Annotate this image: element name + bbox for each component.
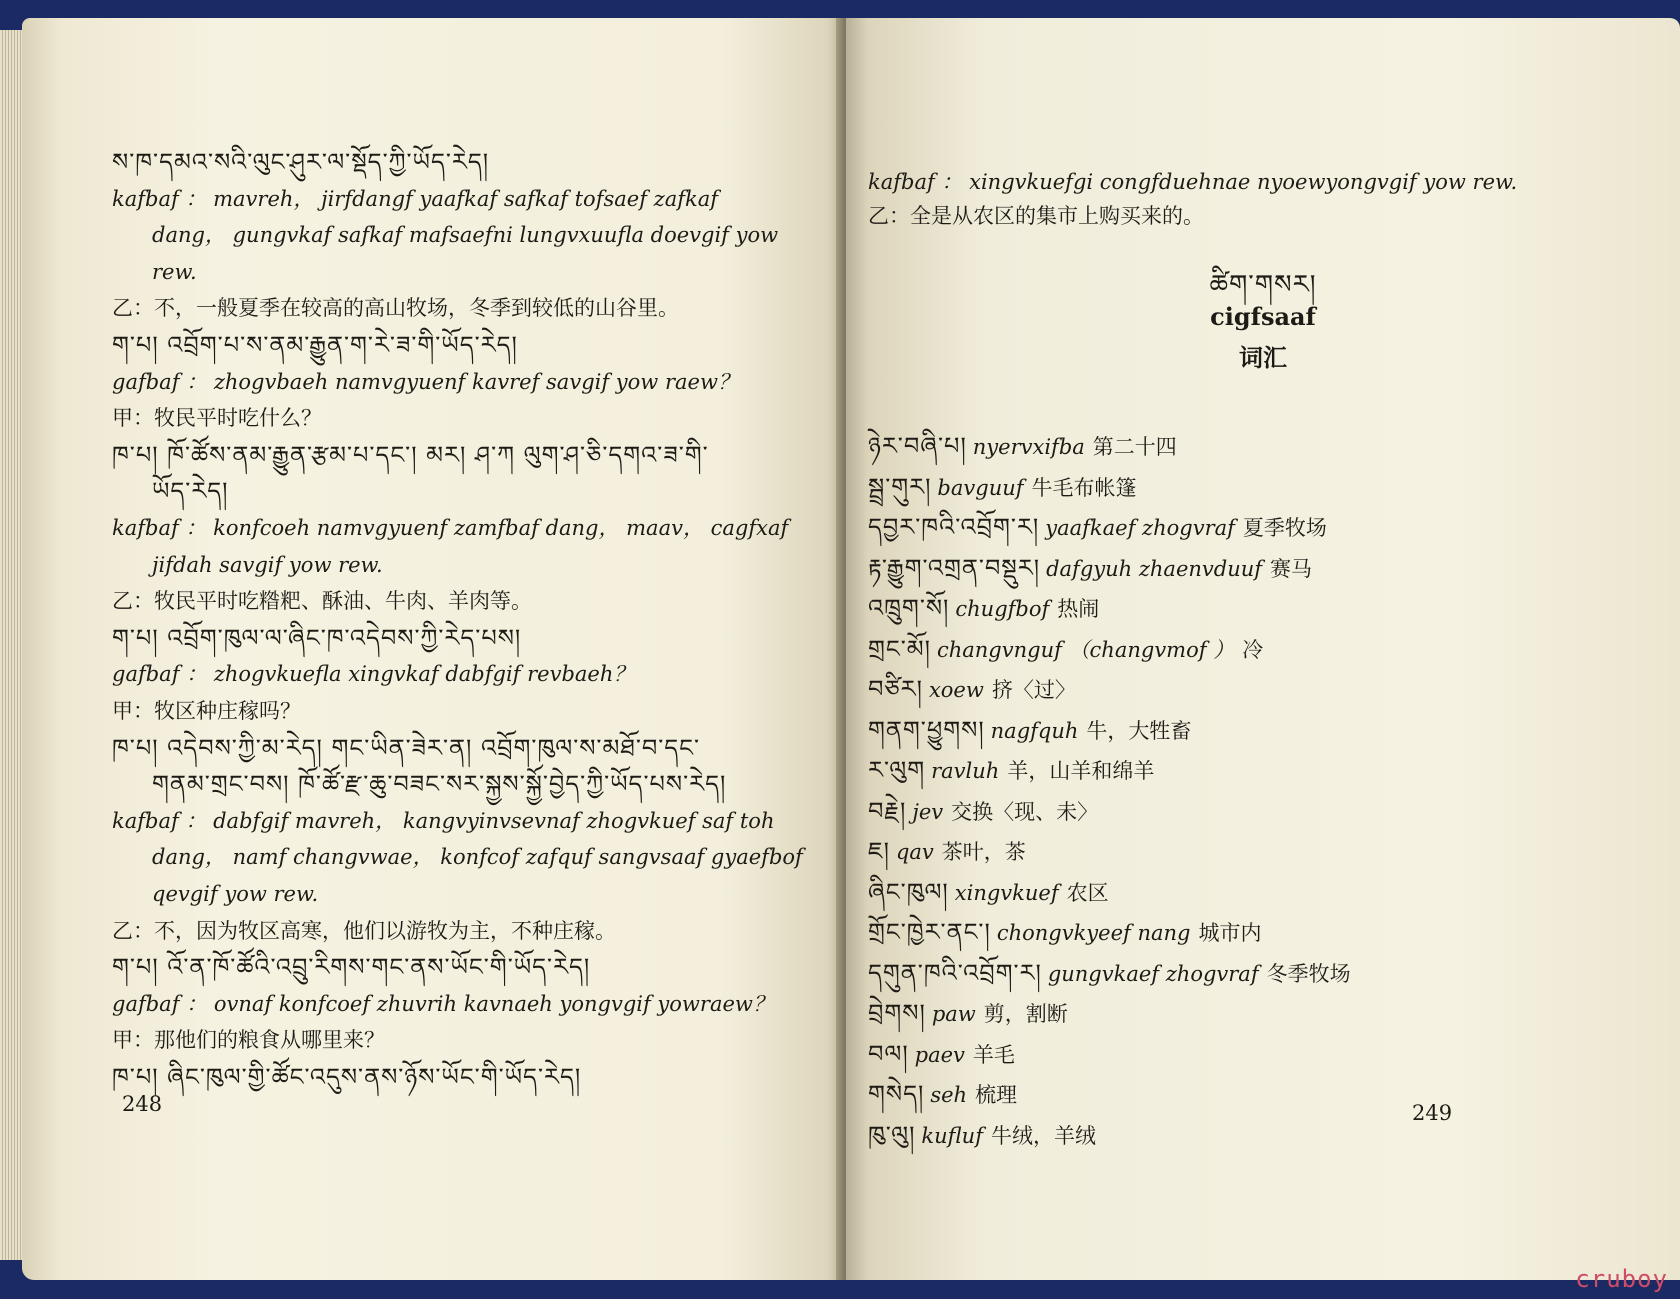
vocab-gloss: 牛毛布帐篷 — [1031, 475, 1137, 500]
vocab-romanized: jev — [912, 799, 944, 824]
vocab-tibetan: གྲོང་ཁྱེར་ནང་། — [868, 918, 991, 946]
vocab-romanized: kufluf — [921, 1123, 983, 1148]
vocab-tibetan: ཉེར་བཞི་པ། — [868, 432, 967, 460]
vocab-tibetan: དགུན་ཁའི་འབྲོག་ར། — [868, 958, 1042, 987]
vocab-tibetan: སྦྲ་གུར། — [868, 472, 932, 501]
tibetan-line: ག་པ། འབྲོག་ཁུལ་ལ་ཞིང་ཁ་འདེབས་ཀྱི་རེད་པས། — [112, 623, 522, 652]
chinese-line: 乙：牧民平时吃糌粑、酥油、牛肉、羊肉等。 — [112, 589, 532, 614]
chinese-line: 甲：那他们的粮食从哪里来？ — [112, 1028, 385, 1053]
tibetan-line: ག་པ། འབྲོག་པ་ས་ནམ་རྒྱུན་ག་རེ་ཟ་གི་ཡོད་རེད། — [112, 331, 518, 359]
vocab-gloss: 茶叶，茶 — [941, 840, 1026, 864]
vocab-gloss: 农区 — [1066, 880, 1109, 905]
vocab-tibetan: རྟ་རྒྱུག་འགྲན་བསྡུར། — [868, 553, 1041, 582]
romanized-line: gafbaf ： zhogvbaeh namvgyuenf kavref savgif yow raew？ — [112, 369, 739, 394]
vocab-romanized: nagfquh — [990, 718, 1079, 743]
vocab-entry — [868, 1109, 1096, 1176]
vocab-gloss: 牛绒，羊绒 — [990, 1123, 1096, 1148]
vocab-romanized: paw — [931, 1002, 976, 1026]
romanized-line: gafbaf ： zhogvkuefla xingvkaf dabfgif revbaeh？ — [112, 662, 635, 687]
vocab-tibetan: བཙིར། — [868, 675, 923, 703]
vocab-heading-tibetan: ཚིག་གསར། — [1209, 270, 1317, 300]
tibetan-line: གནམ་གྲང་བས། ཁོ་ཚོ་རྫ་ཆུ་བཟང་སར་སྐྱས་སྐྱོ་བྱེད་ཀྱི་ཡོད་པས་རེད། — [152, 770, 727, 799]
vocab-romanized: xingvkuef — [954, 880, 1059, 905]
vocab-tibetan: བྲེགས། — [868, 999, 926, 1027]
romanized-line: dang， namf changvwae， konfcof zafquf sangvsaaf gyaefbof — [152, 845, 803, 870]
vocab-tibetan: བལ། — [868, 1039, 909, 1068]
vocab-tibetan: ཞིང་ཁུལ། — [868, 877, 949, 906]
vocab-romanized: bavguuf — [937, 475, 1024, 500]
vocab-romanized: dafgyuh zhaenvduuf — [1046, 556, 1263, 581]
vocab-tibetan: གནག་ཕྱུགས། — [868, 715, 985, 744]
chinese-line: 乙：不，一般夏季在较高的高山牧场，冬季到较低的山谷里。 — [112, 296, 679, 321]
vocab-gloss: 牛，大牲畜 — [1086, 718, 1192, 743]
tibetan-line: ས་ཁ་དམའ་སའི་ལུང་ཤུར་ལ་སྡོད་ཀྱི་ཡོད་རེད། — [112, 148, 490, 176]
vocab-gloss: 梳理 — [975, 1083, 1018, 1107]
vocab-gloss: 热闹 — [1057, 597, 1100, 621]
vocab-gloss: 第二十四 — [1092, 435, 1177, 459]
chinese-line: 乙：不，因为牧区高寒，他们以游牧为主，不种庄稼。 — [112, 918, 616, 943]
romanized-line: kafbaf ： mavreh， jirfdangf yaafkaf safkaf tofsaef zafkaf — [112, 186, 719, 211]
vocab-gloss: 冷 — [1242, 637, 1264, 662]
chinese-line: 甲：牧民平时吃什么？ — [112, 406, 322, 431]
romanized-line: kafbaf ： konfcoeh namvgyuenf zamfbaf dang， maav， cagfxaf — [112, 516, 789, 540]
vocab-gloss: 羊，山羊和绵羊 — [1007, 759, 1155, 783]
right-page — [846, 18, 1680, 1280]
vocab-gloss: 夏季牧场 — [1242, 516, 1327, 540]
vocab-romanized: chugfbof — [955, 597, 1050, 621]
vocab-tibetan: བརྗེ། — [868, 796, 907, 825]
vocab-heading-romanized: cigfsaaf — [1210, 302, 1316, 331]
chinese-line: 乙：全是从农区的集市上购买来的。 — [868, 204, 1204, 228]
vocab-gloss: 挤〈过〉 — [991, 678, 1076, 702]
vocab-gloss: 赛马 — [1270, 556, 1313, 581]
vocab-heading-chinese: 词汇 — [1239, 344, 1287, 372]
vocab-romanized: yaafkaef zhogvraf — [1045, 516, 1235, 540]
vocab-gloss: 城市内 — [1198, 921, 1262, 945]
tibetan-line: ཁ་པ། འདེབས་ཀྱི་མ་རེད། གང་ཡིན་ཟེར་ན། འབྲོག་ཁུལ་ས་མཐོ་བ་དང་ — [112, 733, 701, 762]
vocab-gloss: 剪，割断 — [983, 1002, 1068, 1026]
romanized-line: rew. — [152, 259, 197, 284]
romanized-line: kafbaf ： dabfgif mavreh， kangvyinvsevnaf zhogvkuef saf toh — [112, 808, 775, 833]
page-number-left: 248 — [122, 1092, 163, 1116]
vocab-romanized: nyervxifba — [972, 435, 1085, 459]
vocab-tibetan: ཁུ་ལུ། — [868, 1120, 916, 1149]
vocab-tibetan: གྲང་མོ། — [868, 634, 931, 663]
romanized-line: gafbaf ： ovnaf konfcoef zhuvrih kavnaeh yongvgif yowraew？ — [112, 991, 774, 1016]
vocab-gloss: 冬季牧场 — [1266, 961, 1351, 986]
romanized-line: qevgif yow rew. — [152, 882, 319, 906]
left-page — [22, 18, 844, 1280]
chinese-line: 甲：牧区种庄稼吗？ — [112, 699, 301, 723]
page-number-right: 249 — [1412, 1101, 1453, 1125]
vocab-tibetan: ཇ། — [868, 837, 890, 865]
tibetan-line: ག་པ། འོ་ན་ཁོ་ཚོའི་འབྲུ་རིགས་གང་ནས་ཡོང་གི་ཡོད་རེད། — [112, 953, 591, 982]
romanized-line: jifdah savgif yow rew. — [152, 552, 383, 577]
tibetan-line: ཡོད་རེད། — [152, 477, 229, 506]
romanized-line: kafbaf ： xingvkuefgi congfduehnae nyoewyongvgif yow rew. — [868, 170, 1518, 194]
vocab-romanized: qav — [895, 840, 934, 864]
vocab-tibetan: དབྱར་ཁའི་འབྲོག་ར། — [868, 513, 1040, 541]
vocab-romanized: paev — [914, 1042, 965, 1067]
watermark: cruboy — [1575, 1265, 1668, 1293]
vocab-gloss: 交换〈现、未〉 — [951, 799, 1099, 824]
vocab-romanized: changvnguf （changvmof ） — [936, 637, 1235, 662]
romanized-line: dang， gungvkaf safkaf mafsaefni lungvxuufla doevgif yow — [152, 223, 779, 248]
tibetan-line: ཁ་པ། ཁོ་ཚོས་ནམ་རྒྱུན་རྩམ་པ་དང་། མར། ཤ་ཀ ལུག་ཤ་ཅི་དགའ་ཟ་གི་ — [112, 440, 709, 469]
vocab-romanized: seh — [930, 1083, 968, 1107]
vocab-romanized: xoew — [928, 678, 984, 702]
vocab-romanized: chongvkyeef nang — [996, 921, 1191, 945]
vocab-tibetan: ར་ལུག — [868, 756, 926, 784]
vocab-tibetan: གསེད། — [868, 1080, 925, 1108]
vocab-tibetan: འཁྲུག་སོ། — [868, 594, 950, 622]
vocab-gloss: 羊毛 — [972, 1042, 1015, 1067]
vocab-romanized: gungvkaef zhogvraf — [1047, 961, 1259, 986]
tibetan-line: ཁ་པ། ཞིང་ཁུལ་གྱི་ཚོང་འདུས་ནས་ཉོས་ཡོང་གི་ཡོད་རེད། — [112, 1063, 582, 1091]
vocab-romanized: ravluh — [931, 759, 1000, 783]
